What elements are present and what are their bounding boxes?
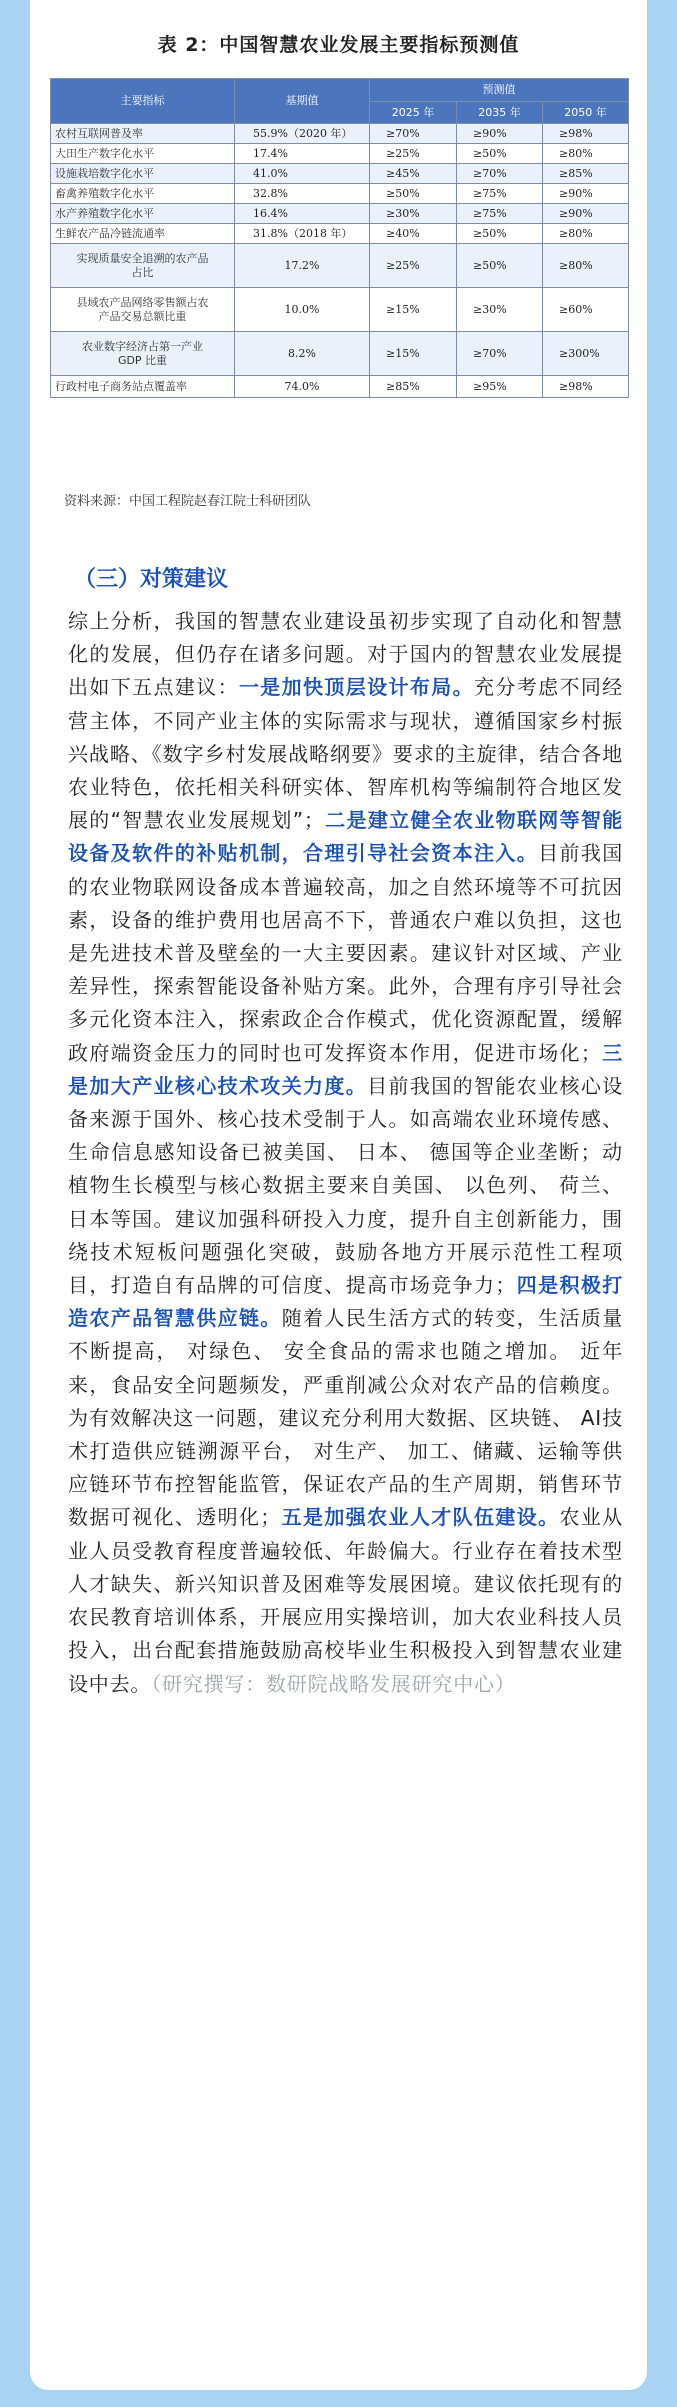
- target-2035-cell: ≥75%: [457, 204, 543, 224]
- header-indicator: 主要指标: [51, 79, 235, 124]
- target-2050-cell: ≥85%: [543, 164, 629, 184]
- target-2035-cell: ≥70%: [457, 164, 543, 184]
- target-2050-cell: ≥90%: [543, 204, 629, 224]
- recommendation-2-highlight: 二是建立健全农业物联网等智能设备及软件的补贴机制，合理引导社会资本注入。: [68, 808, 623, 866]
- baseline-cell: 55.9%（2020 年）: [235, 124, 370, 144]
- table-row: [51, 164, 629, 184]
- header-year-2050: 2050 年: [543, 102, 629, 124]
- recommendation-5-highlight: 五是加强农业人才队伍建设。: [281, 1505, 560, 1530]
- target-2025-cell: ≥15%: [370, 332, 457, 376]
- target-2035-cell: ≥75%: [457, 184, 543, 204]
- indicator-cell: 农村互联网普及率: [51, 124, 235, 144]
- target-2050-cell: ≥90%: [543, 184, 629, 204]
- indicator-cell: [51, 288, 235, 332]
- indicator-cell: 大田生产数字化水平: [51, 144, 235, 164]
- indicator-cell: 生鲜农产品冷链流通率: [51, 224, 235, 244]
- indicator-cell: 设施栽培数字化水平: [51, 164, 235, 184]
- table-row: [51, 376, 629, 398]
- header-baseline: 基期值: [235, 79, 370, 124]
- target-2050-cell: ≥60%: [543, 288, 629, 332]
- table-row: [51, 144, 629, 164]
- target-2025-cell: ≥45%: [370, 164, 457, 184]
- target-2050-cell: ≥98%: [543, 376, 629, 398]
- target-2025-cell: ≥25%: [370, 144, 457, 164]
- body-text-segment: 农业从业人员受教育程度普遍较低、年龄偏大。行业存在着技术型人才缺失、新兴知识普及困难等发展困境。建议依托现有的农民教育培训体系，开展应用实操培训，加大农业科技人员投入，出台配套措施鼓励高校毕业生积极投入到智慧农业建设中去。: [68, 1505, 624, 1696]
- body-text-segment: 综上分析，我国的智慧农业建设虽初步实现了自动化和智慧化的发展，但仍存在诸多问题。对于国内的智慧农业发展提出如下五点建议：: [68, 609, 623, 700]
- table-row: [51, 184, 629, 204]
- baseline-cell: 32.8%: [235, 184, 370, 204]
- target-2035-cell: ≥50%: [457, 244, 543, 288]
- indicator-line: 农业数字经济占第一产业: [82, 339, 203, 353]
- indicator-cell: 水产养殖数字化水平: [51, 204, 235, 224]
- baseline-cell: 17.2%: [235, 244, 370, 288]
- target-2050-cell: ≥98%: [543, 124, 629, 144]
- author-credit: （研究撰写：数研院战略发展研究中心）: [151, 1671, 516, 1696]
- indicator-line: 县域农产品网络零售额占农: [76, 295, 209, 309]
- indicator-cell: 行政村电子商务站点覆盖率: [51, 376, 235, 398]
- recommendation-3-highlight: 三是加大产业核心技术攻关力度。: [68, 1040, 623, 1098]
- target-2025-cell: ≥50%: [370, 184, 457, 204]
- target-2025-cell: ≥30%: [370, 204, 457, 224]
- target-2035-cell: ≥90%: [457, 124, 543, 144]
- target-2035-cell: ≥30%: [457, 288, 543, 332]
- indicator-line: 实现质量安全追溯的农产品: [76, 251, 209, 265]
- baseline-cell: 31.8%（2018 年）: [235, 224, 370, 244]
- baseline-cell: 8.2%: [235, 332, 370, 376]
- body-text-segment: 随着人民生活方式的转变，生活质量不断提高， 对绿色、 安全食品的需求也随之增加。 近年来，食品安全问题频发，严重削减公众对农产品的信赖度。为有效解决这一问题，建议充分利用大数据、区块链、 AI技术打造供应链溯源平台， 对生产、 加工、储藏、运输等供应链环节布控智能监管，保证农产品的生产周期，销售环节数据可视化、透明化；: [68, 1306, 623, 1530]
- indicator-line: 产品交易总额比重: [98, 309, 187, 323]
- target-2035-cell: ≥50%: [457, 144, 543, 164]
- target-2025-cell: ≥40%: [370, 224, 457, 244]
- header-year-2035: 2035 年: [457, 102, 543, 124]
- indicator-cell: 畜禽养殖数字化水平: [51, 184, 235, 204]
- indicator-forecast-table: [50, 78, 629, 398]
- table-row: [51, 124, 629, 144]
- baseline-cell: 16.4%: [235, 204, 370, 224]
- article-card: [30, 0, 647, 2390]
- target-2025-cell: ≥25%: [370, 244, 457, 288]
- table-source-note: 资料来源：中国工程院赵春江院士科研团队: [64, 494, 312, 509]
- target-2035-cell: ≥50%: [457, 224, 543, 244]
- target-2035-cell: ≥95%: [457, 376, 543, 398]
- header-year-2025: 2025 年: [370, 102, 457, 124]
- table-row: [51, 288, 629, 332]
- indicator-cell: [51, 244, 235, 288]
- body-text-segment: 目前我国的农业物联网设备成本普遍较高，加之自然环境等不可抗因素，设备的维护费用也居高不下，普通农户难以负担，这也是先进技术普及壁垒的一大主要因素。建议针对区域、产业差异性，探索智能设备补贴方案。此外，合理有序引导社会多元化资本注入，探索政企合作模式，优化资源配置，缓解政府端资金压力的同时也可发挥资本作用，促进市场化；: [68, 841, 623, 1065]
- section-heading: （三）对策建议: [74, 567, 229, 592]
- table-title: 表 2：中国智慧农业发展主要指标预测值: [157, 34, 520, 56]
- recommendation-4-highlight: 四是积极打造农产品智慧供应链。: [68, 1273, 623, 1331]
- target-2050-cell: ≥80%: [543, 244, 629, 288]
- target-2050-cell: ≥300%: [543, 332, 629, 376]
- indicator-line: GDP 比重: [117, 353, 168, 367]
- target-2025-cell: ≥15%: [370, 288, 457, 332]
- body-text-segment: 目前我国的智能农业核心设备来源于国外、核心技术受制于人。如高端农业环境传感、 生命信息感知设备已被美国、 日本、 德国等企业垄断；动植物生长模型与核心数据主要来自美国、 以色列、 荷兰、 日本等国。建议加强科研投入力度，提升自主创新能力，围绕技术短板问题强化突破，鼓励各地方开展示范性工程项目，打造自有品牌的可信度、提高市场竞争力；: [68, 1073, 623, 1298]
- baseline-cell: 74.0%: [235, 376, 370, 398]
- baseline-cell: 41.0%: [235, 164, 370, 184]
- target-2025-cell: ≥85%: [370, 376, 457, 398]
- table-row: [51, 204, 629, 224]
- indicator-line: 占比: [131, 265, 154, 279]
- target-2050-cell: ≥80%: [543, 144, 629, 164]
- baseline-cell: 17.4%: [235, 144, 370, 164]
- table-row: [51, 224, 629, 244]
- body-text-segment: 充分考虑不同经营主体，不同产业主体的实际需求与现状，遵循国家乡村振兴战略、《数字乡村发展战略纲要》要求的主旋律，结合各地农业特色，依托相关科研实体、智库机构等编制符合地区发展的“智慧农业发展规划”；: [68, 675, 623, 833]
- recommendation-1-highlight: 一是加快顶层设计布局。: [238, 675, 474, 700]
- target-2050-cell: ≥80%: [543, 224, 629, 244]
- indicator-cell: [51, 332, 235, 376]
- table-row: [51, 244, 629, 288]
- target-2025-cell: ≥70%: [370, 124, 457, 144]
- baseline-cell: 10.0%: [235, 288, 370, 332]
- policy-recommendations-paragraph: [68, 605, 623, 1701]
- target-2035-cell: ≥70%: [457, 332, 543, 376]
- header-forecast: 预测值: [370, 79, 629, 102]
- table-row: [51, 332, 629, 376]
